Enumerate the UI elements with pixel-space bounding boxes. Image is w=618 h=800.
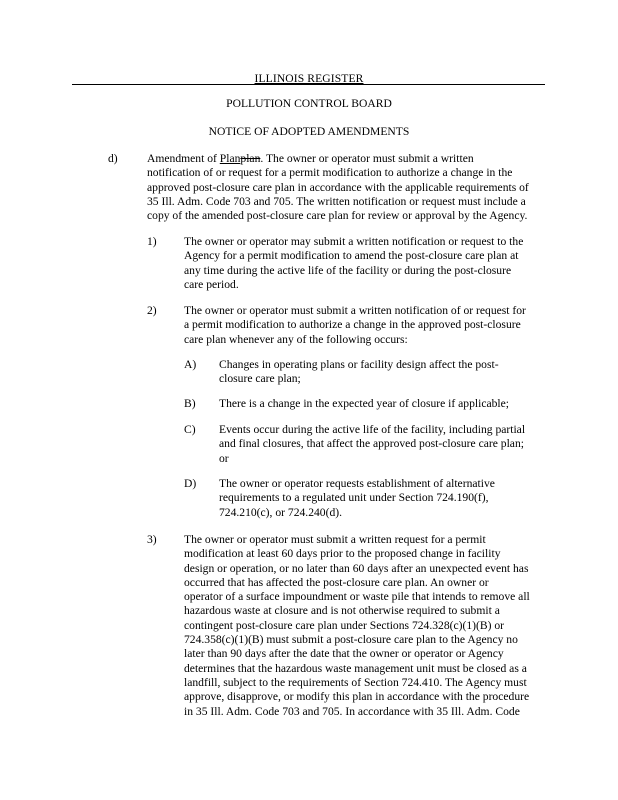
item-3-line: in 35 Ill. Adm. Code 703 and 705. In accordance with 35 Ill. Adm. Code [184,704,520,718]
section-d-line: copy of the amended post-closure care plan for review or approval by the Agency. [147,209,528,223]
subitem-d-line: The owner or operator requests establishment of alternative [219,477,495,490]
item-3-line: landfill, subject to the requirements of Section 724.410. The Agency must [184,675,527,689]
item-3-line: contingent post-closure care plan under Sections 724.328(c)(1)(B) or [184,618,505,632]
item-3-line: operator of a surface impoundment or waste pile that intends to remove all [184,590,530,604]
subitem-c-label: C) [184,423,196,436]
item-1-label: 1) [147,235,157,248]
item-2-line: a permit modification to authorize a change in the approved post-closure [184,318,521,332]
item-3-paragraph [184,533,569,719]
subitem-d-line: 724.210(c), or 724.240(d). [219,505,342,519]
item-3-line: later than 90 days after the date that the owner or operator or Agency [184,647,504,661]
item-3-line: design or operation, or no later than 60 days after an unexpected event has [184,561,529,575]
section-d-lead: Amendment of [147,152,220,165]
item-3-line: 724.358(c)(1)(B) must submit a post-closure care plan to the Agency no [184,633,518,647]
section-d-line: approved post-closure care plan in accordance with the applicable requirements of [147,180,529,194]
item-2-paragraph [184,304,564,347]
section-d-label: d) [108,152,118,165]
item-1-paragraph [184,235,564,292]
subitem-a-label: A) [184,358,197,371]
subitem-c-line: and final closures, that affect the approved post-closure care plan; [219,437,524,451]
register-title [0,72,618,86]
subitem-a-paragraph [219,358,564,387]
item-1-line: care period. [184,277,239,291]
item-2-line: care plan whenever any of the following occurs: [184,332,408,346]
item-3-line: occurred that has affected the post-closure care plan. An owner or [184,575,489,589]
section-d-line-0 [147,152,567,166]
subitem-c-line: or [219,451,229,465]
item-3-line: modification at least 60 days prior to the proposed change in facility [184,547,501,561]
register-title-text: ILLINOIS REGISTER [254,72,364,85]
board-title: POLLUTION CONTROL BOARD [226,97,392,110]
subitem-d-label: D) [184,477,197,490]
inserted-text: Plan [219,152,241,165]
deleted-text: plan [240,152,261,165]
subitem-b-paragraph [219,397,564,411]
section-d-lead-rest: . The owner or operator must submit a written [260,152,474,165]
item-2-label: 2) [147,304,157,317]
subitem-d-line: requirements to a regulated unit under Section 724.190(f), [219,491,489,505]
item-1-line: The owner or operator may submit a written notification or request to the [184,235,524,248]
subitem-d-paragraph [219,477,564,520]
subitem-b-label: B) [184,397,196,410]
section-d-line: 35 Ill. Adm. Code 703 and 705. The written notification or request must include a [147,194,526,208]
item-3-line: The owner or operator must submit a written request for a permit [184,533,486,546]
item-2-line: The owner or operator must submit a written notification of or request for [184,304,526,317]
item-1-line: Agency for a permit modification to amend the post-closure care plan at [184,249,519,263]
subitem-a-line: Changes in operating plans or facility design affect the post- [219,358,499,371]
item-3-label: 3) [147,533,157,546]
subitem-a-line: closure care plan; [219,372,301,386]
section-d-line: notification of or request for a permit modification to authorize a change in the [147,166,513,180]
subitem-c-line: Events occur during the active life of the facility, including partial [219,423,526,436]
item-3-line: hazardous waste at closure and is not otherwise required to submit a [184,604,500,618]
item-3-line: determines that the hazardous waste management unit must be closed as a [184,661,527,675]
subitem-c-paragraph [219,423,564,466]
subitem-b-line: There is a change in the expected year of closure if applicable; [219,397,510,410]
item-1-line: any time during the active life of the facility or during the post-closure [184,263,512,277]
item-3-line: approve, disapprove, or modify this plan in accordance with the procedure [184,690,530,704]
notice-title: NOTICE OF ADOPTED AMENDMENTS [208,125,410,138]
section-d-paragraph [147,152,567,223]
